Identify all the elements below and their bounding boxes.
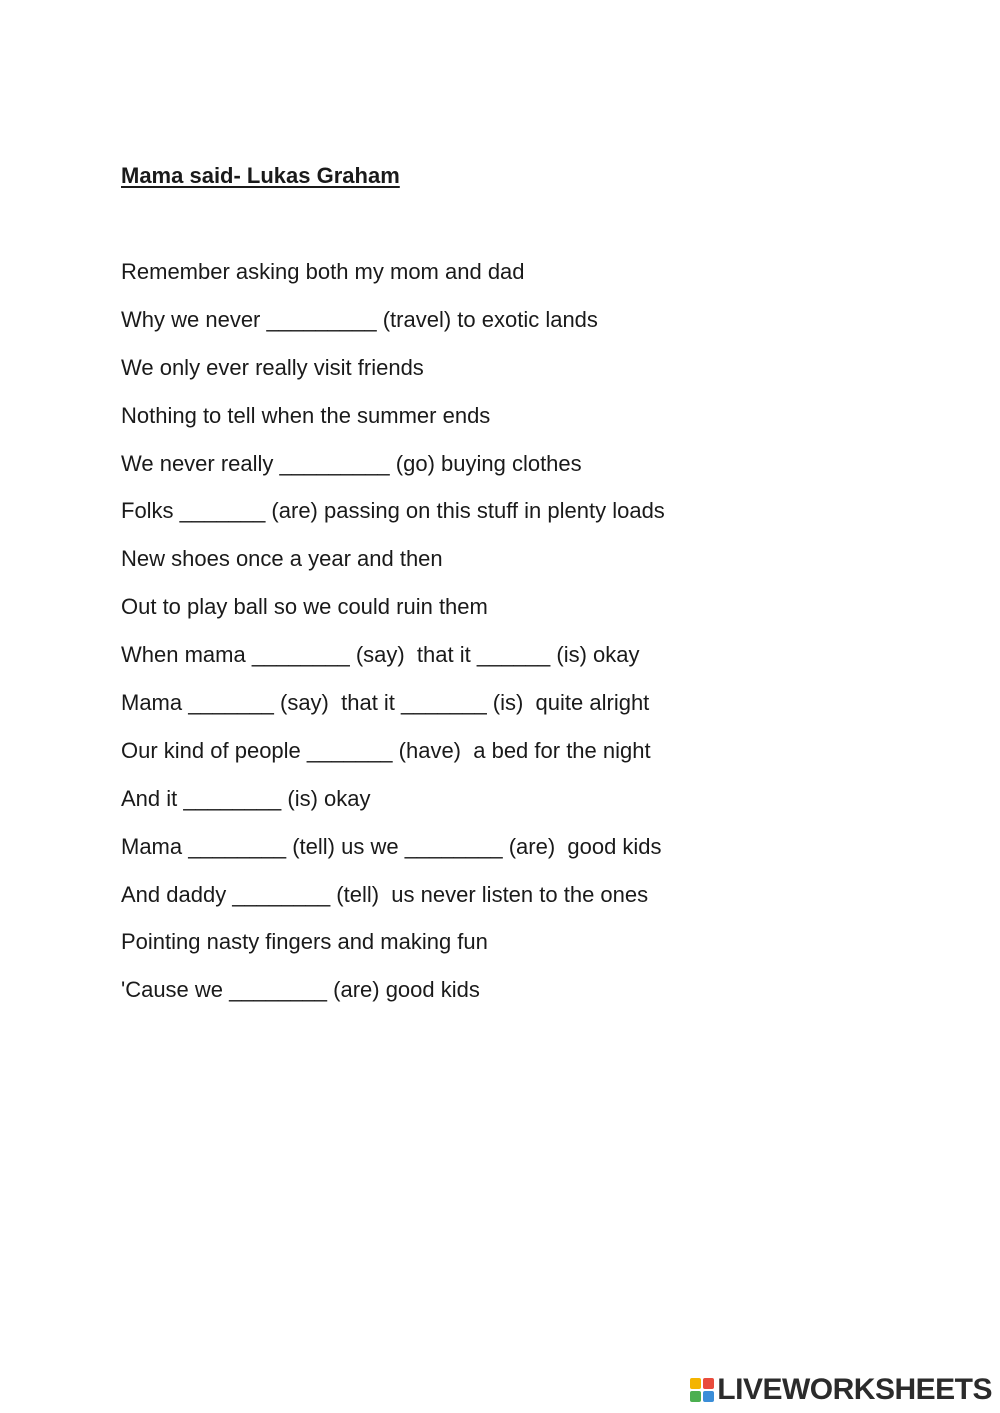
lyric-line: Out to play ball so we could ruin them: [121, 594, 488, 620]
lyric-line: Why we never _________ (travel) to exotic lands: [121, 306, 598, 332]
lyric-line: And daddy ________ (tell) us never listen to the ones: [121, 881, 649, 907]
lyric-line: Remember asking both my mom and dad: [121, 259, 525, 284]
logo-square: [690, 1391, 701, 1402]
lyric-line: New shoes once a year and then: [121, 546, 443, 572]
logo-text: LIVEWORKSHEETS: [717, 1373, 992, 1406]
lyrics-list: [121, 258, 665, 1024]
lyric-line: Folks _______ (are) passing on this stuff in plenty loads: [121, 498, 665, 524]
page-title: Mama said- Lukas Graham: [121, 163, 400, 188]
lyric-line: Nothing to tell when the summer ends: [121, 402, 491, 428]
lyric-line: And it ________ (is) okay: [121, 785, 371, 811]
logo-square: [690, 1378, 701, 1389]
logo-square: [703, 1391, 714, 1402]
lyric-line: We never really _________ (go) buying clothes: [121, 450, 582, 476]
logo-mark-icon: [690, 1378, 714, 1402]
lyric-line: We only ever really visit friends: [121, 354, 424, 380]
lyric-line: Mama _______ (say) that it _______ (is) quite alright: [121, 690, 650, 716]
lyric-line: Our kind of people _______ (have) a bed for the night: [121, 737, 651, 763]
lyric-line: Pointing nasty fingers and making fun: [121, 929, 488, 955]
lyric-line: When mama ________ (say) that it ______ (is) okay: [121, 642, 640, 668]
lyric-line: Mama ________ (tell) us we ________ (are) good kids: [121, 833, 662, 859]
lyric-line: 'Cause we ________ (are) good kids: [121, 977, 480, 1003]
logo-square: [703, 1378, 714, 1389]
liveworksheets-logo[interactable]: [690, 1373, 992, 1407]
